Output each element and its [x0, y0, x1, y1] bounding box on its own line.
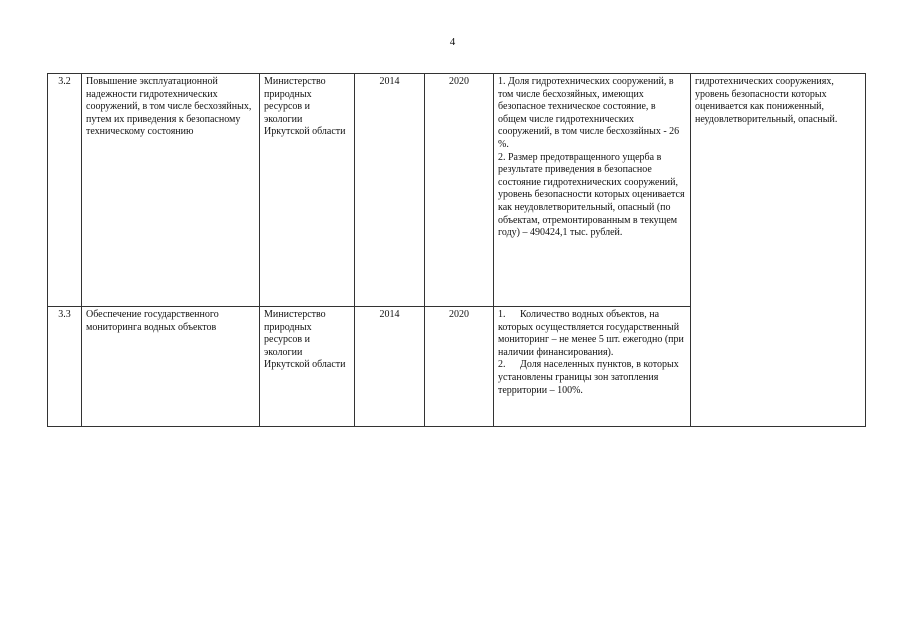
indicator-item: 1. Доля гидротехнических сооружений, в том числе бесхозяйных, имеющих безопасное техническое состояние, в общем числе гидротехнических сооружений, в том числе бесхозяйных - 26 %.	[498, 76, 682, 150]
measure-name: Обеспечение государственного мониторинга водных объектов	[82, 307, 260, 427]
indicators-cell	[494, 74, 691, 307]
indicator-text: Доля населенных пунктов, в которых установлены границы зон затопления территории – 100%.	[498, 359, 679, 396]
program-measures-table	[47, 73, 866, 427]
indicator-text: Количество водных объектов, на которых осуществляется государственный мониторинг – не менее 5 шт. ежегодно (при наличии финансирования).	[498, 309, 684, 358]
row-number: 3.2	[48, 74, 82, 307]
indicator-marker: 2.	[498, 359, 506, 371]
executor-cell: Министерство природных ресурсов и экологии Иркутской области	[260, 307, 355, 427]
end-year: 2020	[425, 74, 494, 307]
end-year: 2020	[425, 307, 494, 427]
row-number: 3.3	[48, 307, 82, 427]
indicator-item: 2. Размер предотвращенного ущерба в результате приведения в безопасное состояние гидротехнических сооружений, уровень безопасности которых оценивается как неудовлетворительный, опасный (по объектам, отремонтированным в текущем году) – 490424,1 тыс. рублей.	[498, 151, 688, 239]
start-year: 2014	[355, 307, 425, 427]
measure-name: Повышение эксплуатационной надежности гидротехнических сооружений, в том числе бесхозяйных, путем их приведения к безопасному техническому состоянию	[82, 74, 260, 307]
indicator-item	[498, 309, 686, 359]
indicator-marker: 1.	[498, 309, 506, 320]
table-row	[48, 74, 866, 307]
continuation-cell: гидротехнических сооружениях, уровень безопасности которых оценивается как пониженный, неудовлетворительный, опасный.	[691, 74, 866, 427]
start-year: 2014	[355, 74, 425, 307]
indicators-cell	[494, 307, 691, 427]
page-number: 4	[449, 36, 456, 48]
indicator-item	[498, 359, 686, 397]
executor-cell: Министерство природных ресурсов и экологии Иркутской области	[260, 74, 355, 307]
